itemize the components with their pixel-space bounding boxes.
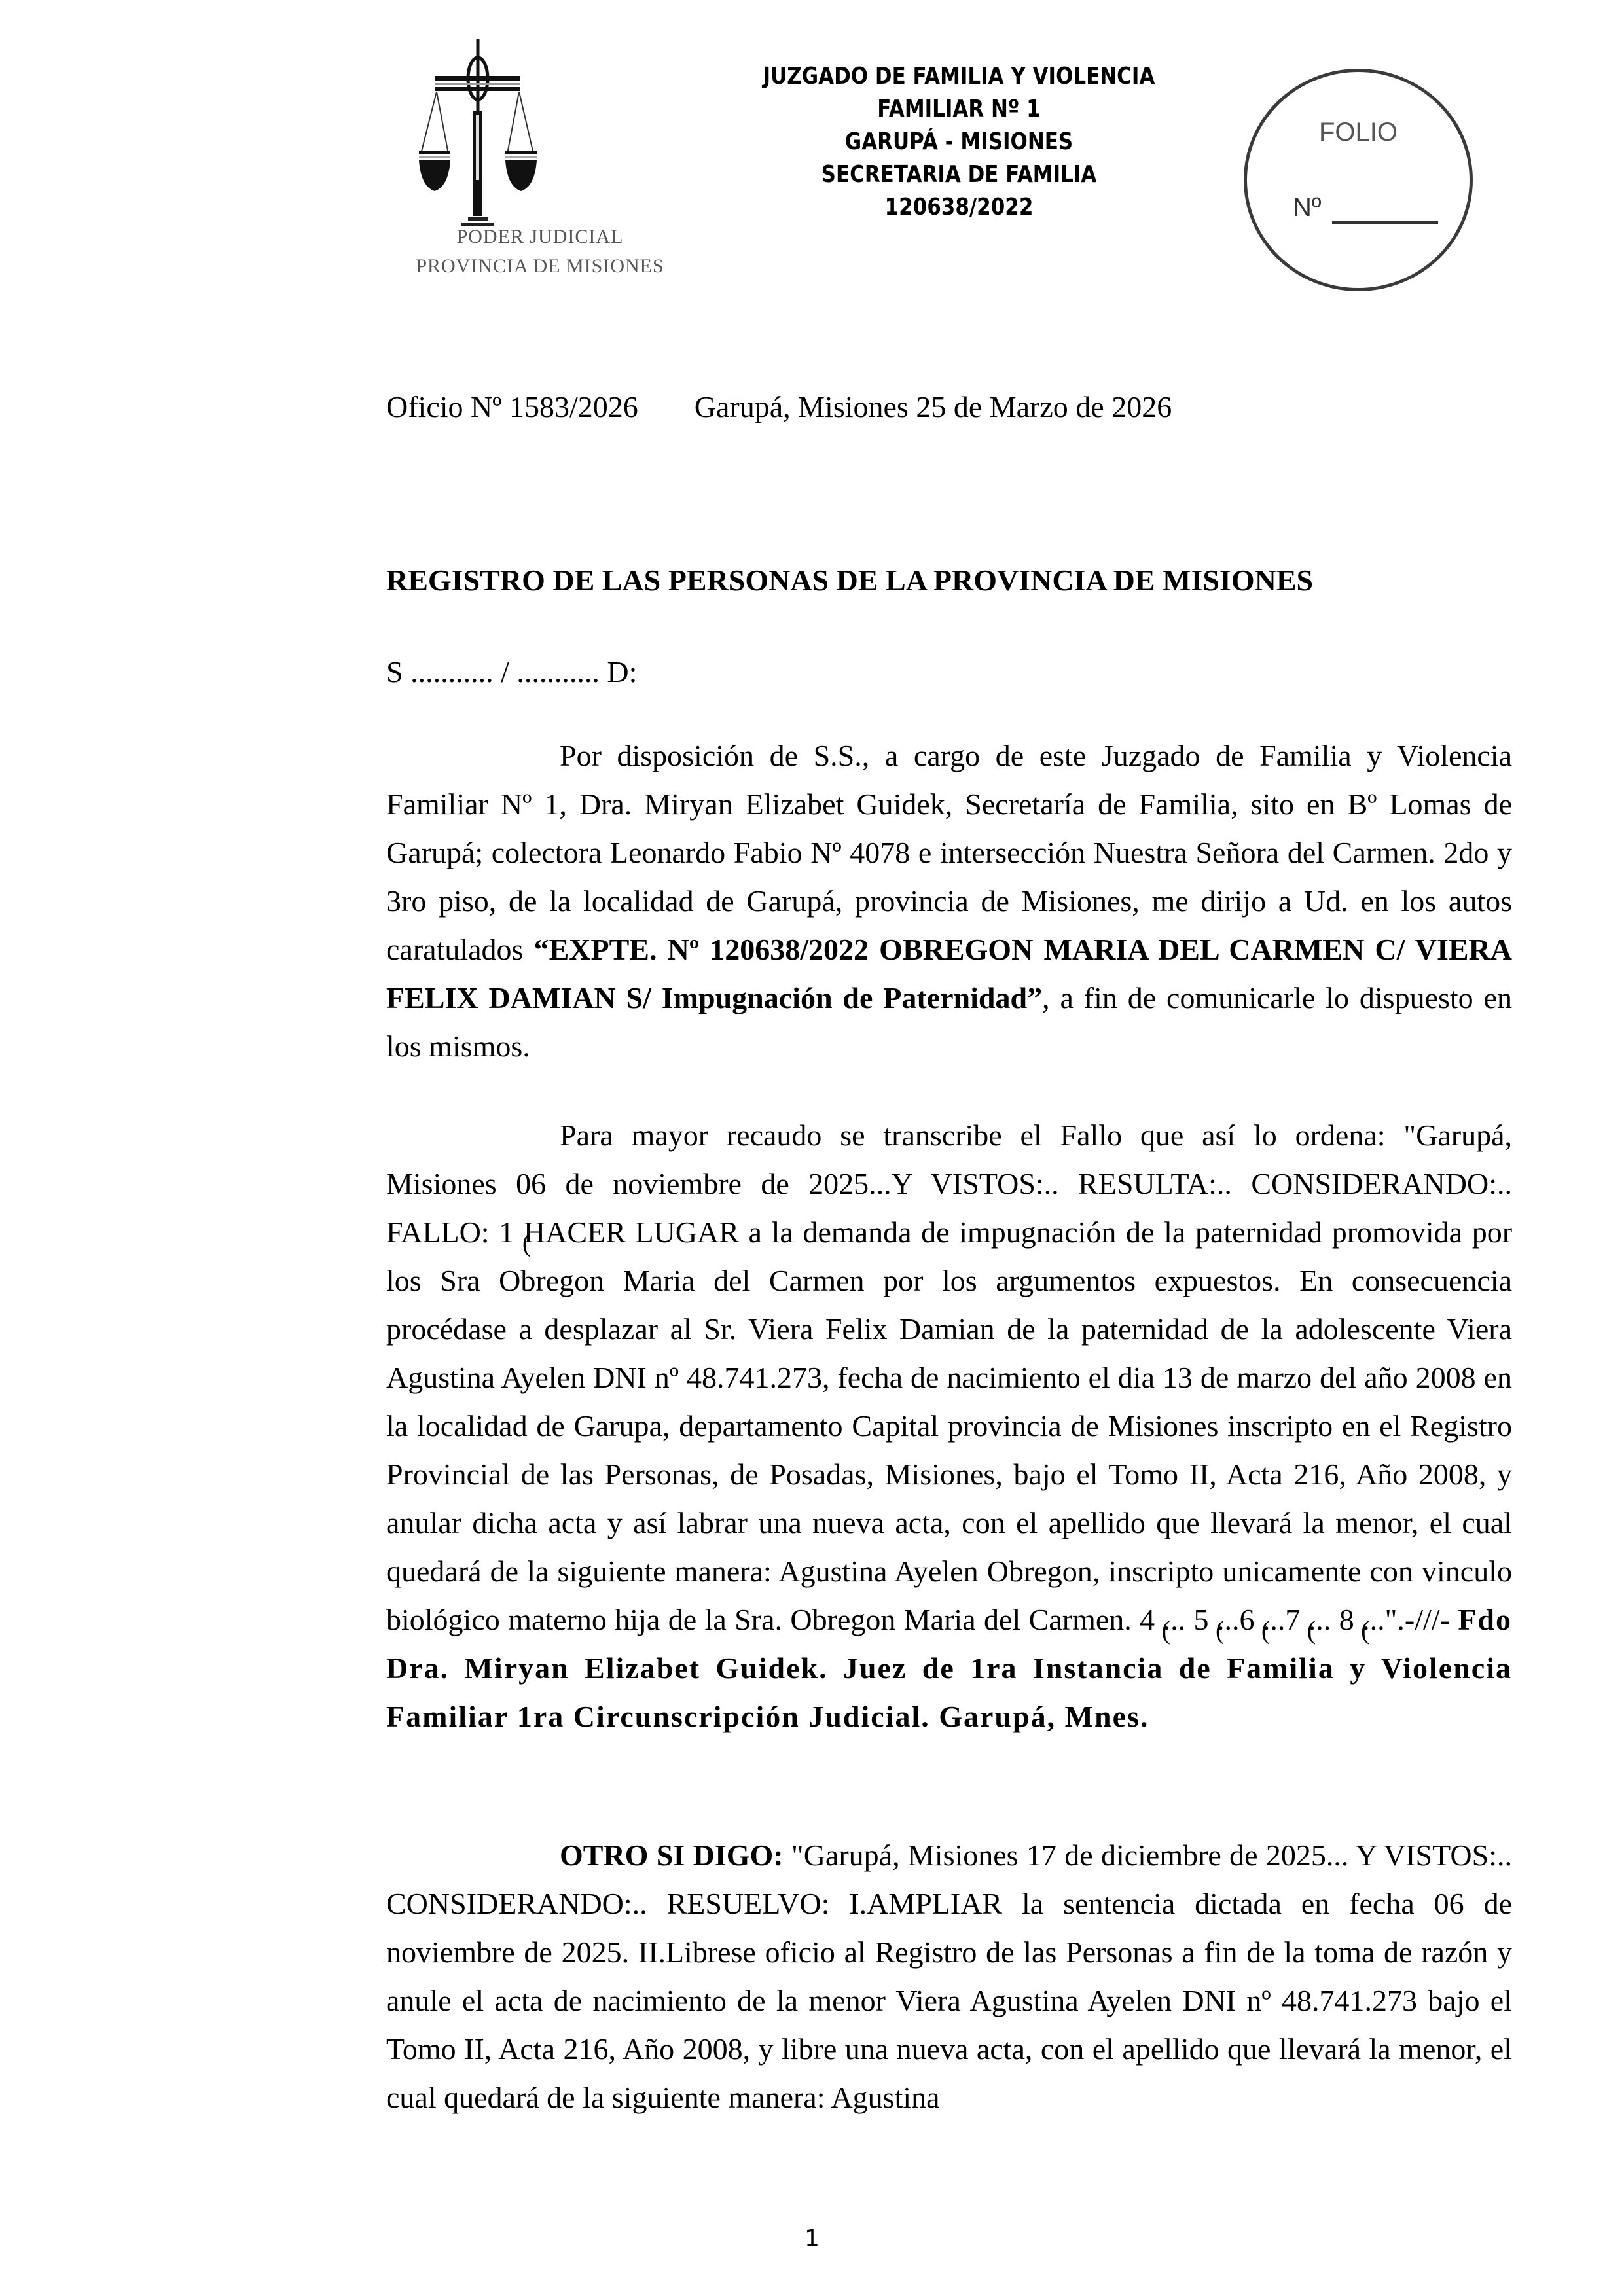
ruling-enum: ...7 — [1262, 1603, 1301, 1636]
otro-si-digo-text: "Garupá, Misiones 17 de diciembre de 2025... Y VISTOS:.. CONSIDERANDO:.. RESUELVO: I.AMPLIAR la sentencia dictada en fecha 06 de noviembre de 2025. II.Librese oficio al Registro de las Personas a fin de la toma de razón y anule el acta de nacimiento de la menor Viera Agustina Ayelen DNI nº 48.741.273 bajo el Tomo II, Acta 216, Año 2008, y libre una nueva acta, con el apellido que llevará la menor, el cual quedará de la siguiente manera: Agustina — [386, 1839, 1512, 2114]
page-number: 1 — [804, 2225, 820, 2252]
ruling-enum: ... 8 — [1308, 1603, 1354, 1636]
paragraph-ruling — [386, 1111, 1512, 1741]
logo-text-provincia: PROVINCIA DE MISIONES — [416, 255, 664, 277]
scales-of-justice-icon — [403, 39, 677, 229]
folio-number-blank — [1332, 221, 1438, 224]
folio-number-label: Nº — [1293, 193, 1322, 222]
poder-judicial-logo — [403, 39, 677, 288]
folio-label: FOLIO — [1319, 118, 1398, 147]
court-location: GARUPÁ - MISIONES — [844, 128, 1074, 155]
reference-line — [386, 389, 1512, 424]
paragraph-otro-si-digo — [386, 1831, 1512, 2122]
judge-signature: Fdo Dra. Miryan Elizabet Guidek. Juez de 1ra Instancia de Familia y Violencia Familiar 1ra Circunscripción Judicial. Garupá, Mnes. — [386, 1603, 1513, 1733]
court-name-line-2: FAMILIAR Nº 1 — [877, 96, 1041, 122]
court-header — [714, 60, 1204, 224]
salutation: S ........... / ........... D: — [386, 655, 638, 689]
otro-si-digo-label: OTRO SI DIGO: — [560, 1839, 784, 1872]
logo-text-poder-judicial: PODER JUDICIAL — [456, 226, 624, 247]
paragraph-intro — [386, 732, 1512, 1071]
ruling-enum: ... 5 — [1163, 1603, 1209, 1636]
case-number: 120638/2022 — [884, 194, 1034, 221]
recipient: REGISTRO DE LAS PERSONAS DE LA PROVINCIA DE MISIONES — [386, 564, 1314, 597]
oficio-number: Oficio Nº 1583/2026 — [386, 390, 638, 423]
court-name-line-1: JUZGADO DE FAMILIA Y VIOLENCIA — [763, 63, 1155, 90]
intro-text-end: , a fin de comunicarle lo dispuesto en los mismos. — [386, 981, 1512, 1063]
ruling-text-cont: HACER LUGAR a la demanda de impugnación de la paternidad promovida por los Sra Obregon Maria del Carmen por los argumentos expuestos. En consecuencia procédase a desplazar al Sr. Viera Felix Damian de la paternidad de la adolescente Viera Agustina Ayelen DNI nº 48.741.273, fecha de nacimiento el dia 13 de marzo del año 2008 en la localidad de Garupa, departamento Capital provincia de Misiones inscripto en el Registro Provincial de las Personas, de Posadas, Misiones, bajo el Tomo II, Acta 216, Año 2008, y anular dicha acta y así labrar una nueva acta, con el apellido que llevará la menor, el cual quedará de la siguiente manera: Agustina Ayelen Obregon, inscripto unicamente con vinculo biológico materno hija de la Sra. Obregon Maria del Carmen. 4 — [386, 1215, 1513, 1636]
case-title: “EXPTE. Nº 120638/2022 OBREGON MARIA DEL CARMEN C/ VIERA FELIX DAMIAN S/ Impugnación de Paternidad” — [386, 933, 1512, 1014]
intro-text: Por disposición de S.S., a cargo de este Juzgado de Familia y Violencia Familiar Nº 1, Dra. Miryan Elizabet Guidek, Secretaría de Familia, sito en Bº Lomas de Garupá; colectora Leonardo Fabio Nº 4078 e intersección Nuestra Señora del Carmen. 2do y 3ro piso, de la localidad de Garupá, provincia de Misiones, me dirijo a Ud. en los autos caratulados — [386, 739, 1512, 966]
folio-stamp — [1244, 69, 1473, 291]
place-date: Garupá, Misiones 25 de Marzo de 2026 — [694, 390, 1172, 423]
ruling-enum: ...6 — [1216, 1603, 1255, 1636]
ruling-enum: ...".-///- — [1362, 1603, 1458, 1636]
ruling-text: Para mayor recaudo se transcribe el Fallo que así lo ordena: "Garupá, Misiones 06 de noviembre de 2025...Y VISTOS:.. RESULTA:.. CONSIDERANDO:.. FALLO: 1 — [386, 1119, 1512, 1249]
court-secretariat: SECRETARIA DE FAMILIA — [821, 161, 1097, 188]
